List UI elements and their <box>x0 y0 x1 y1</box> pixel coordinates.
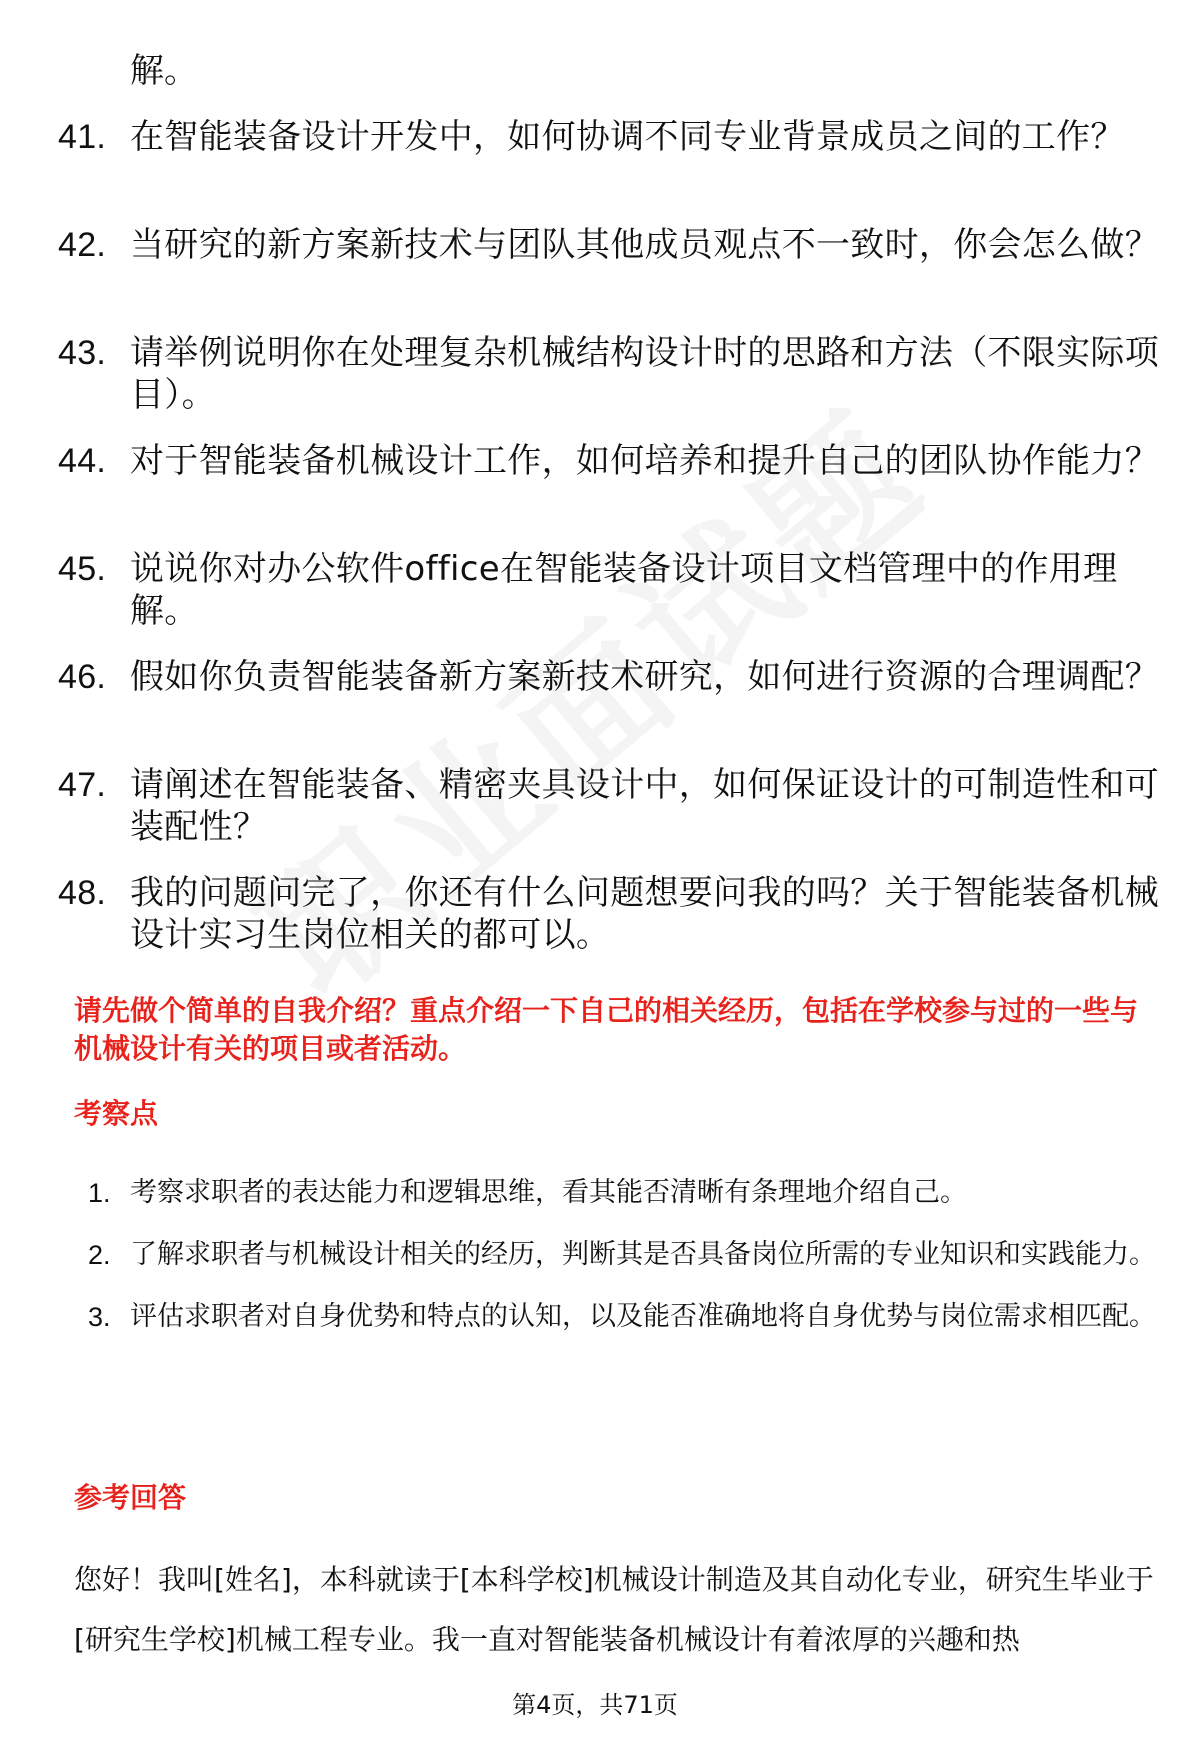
question-number: 44. <box>58 442 107 480</box>
question-text: 我的问题问完了，你还有什么问题想要问我的吗？关于智能装备机械设计实习生岗位相关的都可以。 <box>130 873 1159 955</box>
question-number: 43. <box>58 334 107 372</box>
question-item <box>58 548 1168 632</box>
inspection-point <box>88 1286 1168 1348</box>
question-item <box>58 872 1168 956</box>
question-item <box>58 656 1168 740</box>
question-item <box>58 116 1168 200</box>
question-number: 48. <box>58 874 107 912</box>
question-item <box>58 764 1168 848</box>
inspection-point <box>88 1224 1168 1286</box>
inspection-point-text: 评估求职者对自身优势和特点的认知，以及能否准确地将自身优势与岗位需求相匹配。 <box>130 1301 1156 1332</box>
featured-question: 请先做个简单的自我介绍？重点介绍一下自己的相关经历，包括在学校参与过的一些与机械设计有关的项目或者活动。 <box>74 994 1139 1065</box>
reference-answer-text: 您好！我叫[姓名]，本科就读于[本科学校]机械设计制造及其自动化专业，研究生毕业于[研究生学校]机械工程专业。我一直对智能装备机械设计有着浓厚的兴趣和热 <box>74 1563 1154 1656</box>
inspection-point-number: 3. <box>88 1302 111 1332</box>
question-list <box>58 116 1168 980</box>
question-number: 45. <box>58 550 107 588</box>
question-item <box>58 440 1168 524</box>
inspection-point-number: 1. <box>88 1178 111 1208</box>
question-item <box>58 224 1168 308</box>
question-number: 42. <box>58 226 107 264</box>
question-item <box>58 332 1168 416</box>
question-number: 41. <box>58 118 107 156</box>
question-text: 对于智能装备机械设计工作，如何培养和提升自己的团队协作能力？ <box>130 441 1159 481</box>
inspection-point-text: 了解求职者与机械设计相关的经历，判断其是否具备岗位所需的专业知识和实践能力。 <box>130 1239 1156 1270</box>
reference-answer-heading: 参考回答 <box>74 1481 187 1514</box>
continuation-text: 解。 <box>130 51 198 91</box>
question-text: 在智能装备设计开发中，如何协调不同专业背景成员之间的工作？ <box>130 117 1125 157</box>
inspection-point-text: 考察求职者的表达能力和逻辑思维，看其能否清晰有条理地介绍自己。 <box>130 1177 967 1208</box>
inspection-point-number: 2. <box>88 1240 111 1270</box>
page-number: 第4页，共71页 <box>512 1691 678 1719</box>
question-text: 假如你负责智能装备新方案新技术研究，如何进行资源的合理调配？ <box>130 657 1159 697</box>
inspection-points-heading: 考察点 <box>74 1097 159 1130</box>
inspection-points-list <box>88 1162 1168 1348</box>
question-number: 47. <box>58 766 107 804</box>
question-text: 请阐述在智能装备、精密夹具设计中，如何保证设计的可制造性和可装配性？ <box>130 765 1159 847</box>
question-text: 当研究的新方案新技术与团队其他成员观点不一致时，你会怎么做？ <box>130 225 1159 265</box>
question-number: 46. <box>58 658 107 696</box>
question-text: 请举例说明你在处理复杂机械结构设计时的思路和方法（不限实际项目）。 <box>130 333 1159 415</box>
inspection-point <box>88 1162 1168 1224</box>
question-text: 说说你对办公软件office在智能装备设计项目文档管理中的作用理解。 <box>130 549 1118 631</box>
